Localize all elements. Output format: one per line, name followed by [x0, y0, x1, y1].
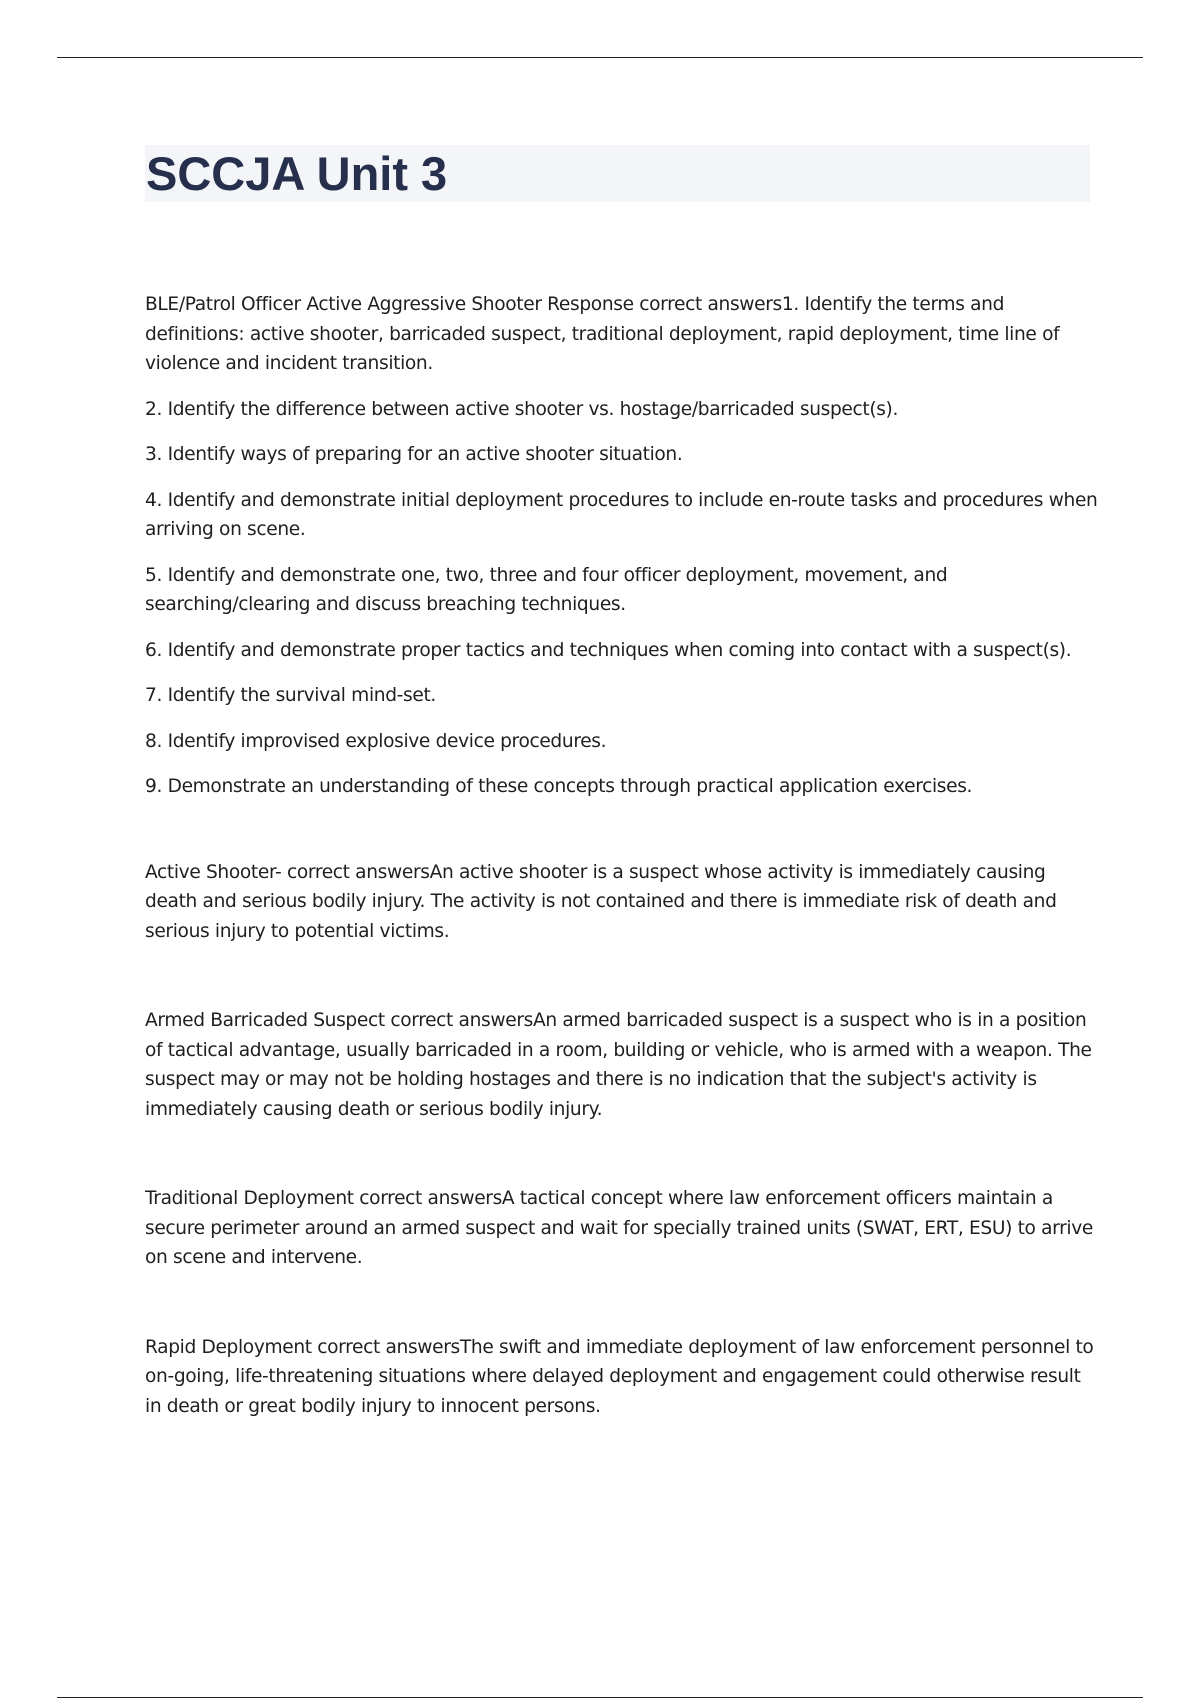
definition-active-shooter: Active Shooter- correct answersAn active shooter is a suspect whose activity is immediately causing death and serious bodily injury. The activity is not contained and there is immediate risk of death and serious injury to potential victims. [145, 861, 1057, 942]
objective-item: 7. Identify the survival mind-set. [145, 685, 436, 706]
top-rule [57, 57, 1143, 58]
objective-intro: BLE/Patrol Officer Active Aggressive Shooter Response correct answers1. Identify the terms and definitions: active shooter, barricaded suspect, traditional deployment, rapid deployment, time line of violence and incident transition. [145, 294, 1060, 374]
objective-item: 3. Identify ways of preparing for an active shooter situation. [145, 444, 683, 465]
definition-armed-barricaded-suspect: Armed Barricaded Suspect correct answersAn armed barricaded suspect is a suspect who is in a position of tactical advantage, usually barricaded in a room, building or vehicle, who is armed with a weapon. The suspect may or may not be holding hostages and there is no indication that the subject's activity is immediately causing death or serious bodily injury. [145, 1010, 1092, 1120]
page-title: SCCJA Unit 3 [146, 147, 448, 200]
objective-item: 8. Identify improvised explosive device procedures. [145, 730, 607, 752]
objective-item: 5. Identify and demonstrate one, two, three and four officer deployment, movement, and searching/clearing and discuss breaching techniques. [145, 564, 948, 615]
objectives-list [145, 290, 1100, 802]
definition-rapid-deployment: Rapid Deployment correct answersThe swift and immediate deployment of law enforcement personnel to on-going, life-threatening situations where delayed deployment and engagement could otherwise result in death or great bodily injury to innocent persons. [145, 1336, 1094, 1417]
objective-item: 2. Identify the difference between active shooter vs. hostage/barricaded suspect(s). [145, 398, 899, 420]
definitions-list [145, 858, 1100, 1422]
bottom-rule [57, 1697, 1143, 1698]
document-body [145, 290, 1100, 1481]
objective-item: 4. Identify and demonstrate initial deployment procedures to include en-route tasks and procedures when arriving on scene. [145, 489, 1098, 540]
objective-item: 9. Demonstrate an understanding of these concepts through practical application exercises. [145, 776, 973, 797]
objective-item: 6. Identify and demonstrate proper tactics and techniques when coming into contact with a suspect(s). [145, 639, 1072, 661]
definition-traditional-deployment: Traditional Deployment correct answersA tactical concept where law enforcement officers maintain a secure perimeter around an armed suspect and wait for specially trained units (SWAT, ERT, ESU) to arrive on scene and intervene. [145, 1188, 1093, 1268]
